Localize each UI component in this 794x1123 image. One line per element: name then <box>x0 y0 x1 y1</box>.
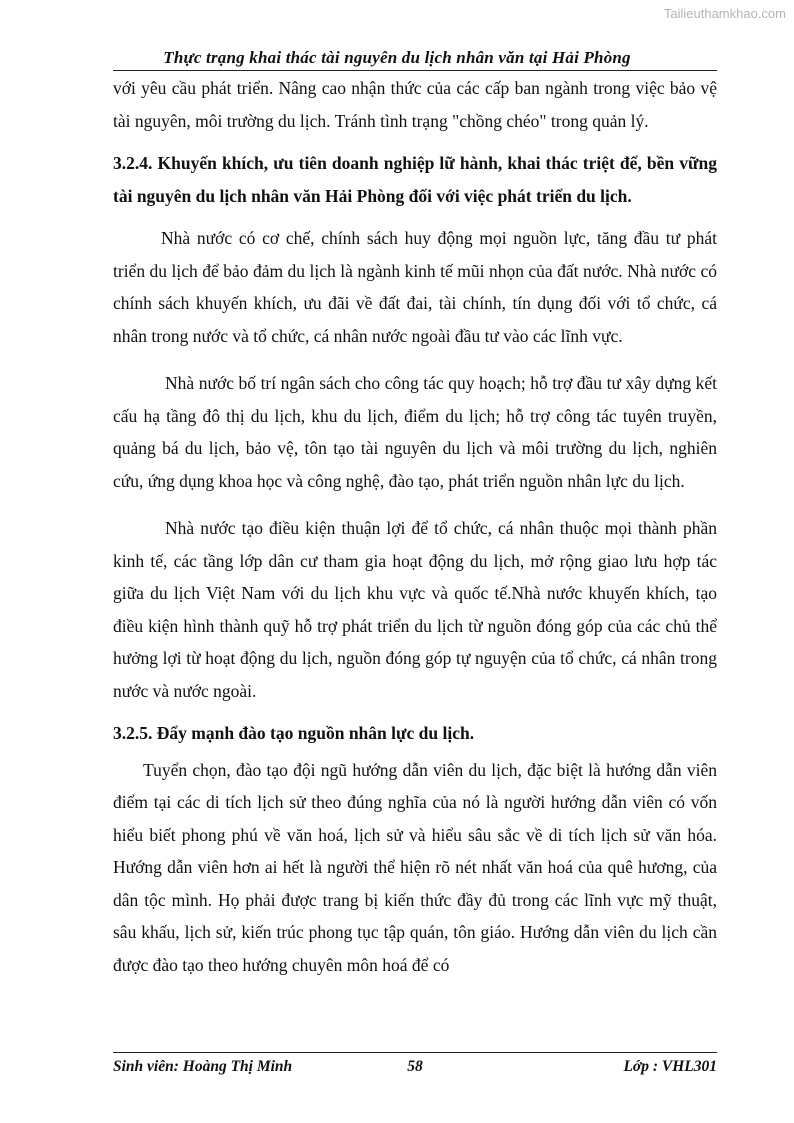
page-body <box>113 72 717 981</box>
spacer <box>113 497 717 512</box>
paragraph: Tuyển chọn, đào tạo đội ngũ hướng dẫn viên du lịch, đặc biệt là hướng dẫn viên điểm tại các di tích lịch sử theo đúng nghĩa của nó là người hướng dẫn viên có vốn hiểu biết phong phú về văn hoá, lịch sử và hiểu sâu sắc về di tích lịch sử văn hóa. Hướng dẫn viên hơn ai hết là người thể hiện rõ nét nhất văn hoá của quê hương, của dân tộc mình. Họ phải được trang bị kiến thức đầy đủ trong các lĩnh vực mỹ thuật, sâu khấu, lịch sử, kiến trúc phong tục tập quán, tôn giáo. Hướng dẫn viên du lịch cần được đào tạo theo hướng chuyên môn hoá để có <box>113 759 717 975</box>
paragraph: Nhà nước có cơ chế, chính sách huy động mọi nguồn lực, tăng đầu tư phát triển du lịch để bảo đảm du lịch là ngành kinh tế mũi nhọn của đất nước. Nhà nước có chính sách khuyến khích, ưu đãi về đất đai, tài chính, tín dụng đối với tổ chức, cá nhân trong nước và tổ chức, cá nhân nước ngoài đầu tư vào các lĩnh vực. <box>113 228 717 346</box>
spacer <box>113 352 717 367</box>
footer-class: Lớp : VHL301 <box>623 1058 717 1075</box>
watermark: Tailieuthamkhao.com <box>663 6 786 21</box>
spacer <box>113 137 717 147</box>
running-header-title: Thực trạng khai thác tài nguyên du lịch nhân văn tại Hải Phòng <box>163 48 631 67</box>
spacer <box>113 707 717 717</box>
paragraph-continuation: với yêu cầu phát triển. Nâng cao nhận thức của các cấp ban ngành trong việc bảo vệ tài nguyên, môi trường du lịch. Tránh tình trạng "chồng chéo" trong quản lý. <box>113 78 717 131</box>
section-heading-3-2-5: 3.2.5. Đẩy mạnh đào tạo nguồn nhân lực du lịch. <box>113 723 475 743</box>
header-rule <box>113 70 717 71</box>
paragraph: Nhà nước tạo điều kiện thuận lợi để tổ chức, cá nhân thuộc mọi thành phần kinh tế, các tầng lớp dân cư tham gia hoạt động du lịch, mở rộng giao lưu hợp tác giữa du lịch Việt Nam với du lịch khu vực và quốc tế.Nhà nước khuyến khích, tạo điều kiện hình thành quỹ hỗ trợ phát triển du lịch từ nguồn đóng góp của các chủ thể hưởng lợi từ hoạt động du lịch, nguồn đóng góp tự nguyện của tổ chức, cá nhân trong nước và nước ngoài. <box>113 518 717 701</box>
spacer <box>113 212 717 222</box>
footer-rule <box>113 1052 717 1053</box>
section-heading-3-2-4: 3.2.4. Khuyến khích, ưu tiên doanh nghiệp lữ hành, khai thác triệt để, bền vững tài nguyên du lịch nhân văn Hải Phòng đối với việc phát triển du lịch. <box>113 153 717 206</box>
page-number: 58 <box>407 1058 423 1075</box>
paragraph: Nhà nước bố trí ngân sách cho công tác quy hoạch; hỗ trợ đầu tư xây dựng kết cấu hạ tầng đô thị du lịch, khu du lịch, điểm du lịch; hỗ trợ công tác tuyên truyền, quảng bá du lịch, bảo vệ, tôn tạo tài nguyên du lịch và môi trường du lịch, nghiên cứu, ứng dụng khoa học và công nghệ, đào tạo, phát triển nguồn nhân lực du lịch. <box>113 373 717 491</box>
footer-student-name: Sinh viên: Hoàng Thị Minh <box>113 1058 293 1075</box>
